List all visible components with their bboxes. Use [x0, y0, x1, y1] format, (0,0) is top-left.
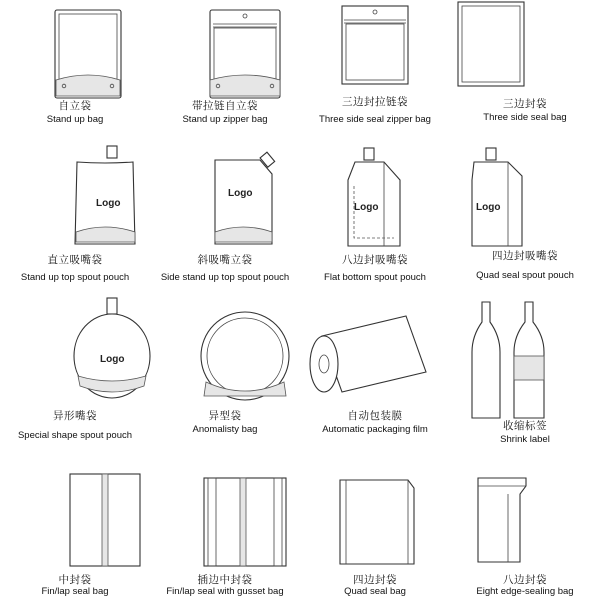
- en-label: Three side seal bag: [483, 112, 567, 123]
- en-label: Fin/lap seal with gusset bag: [166, 586, 284, 597]
- cn-label: 自动包装膜: [347, 410, 403, 422]
- cell-special-shape-spout-pouch: [0, 300, 150, 450]
- stand-up-top-spout-pouch-icon: [0, 150, 150, 258]
- anomalisty-bag-icon: [150, 300, 300, 408]
- eight-edge-sealing-bag-icon: [450, 450, 600, 558]
- cn-label: 四边封吸嘴袋: [492, 250, 558, 262]
- logo-text: Logo: [228, 188, 253, 199]
- cn-label: 八边封吸嘴袋: [342, 254, 408, 266]
- cn-label: 插边中封袋: [197, 574, 253, 586]
- cell-side-stand-up-spout-pouch: [150, 150, 300, 300]
- en-label: Stand up bag: [46, 114, 104, 125]
- cn-label: 带拉链自立袋: [192, 100, 258, 112]
- quad-seal-bag-icon: [300, 450, 450, 558]
- cell-flat-bottom-spout-pouch: [300, 150, 450, 300]
- stand-up-bag-icon: [0, 0, 150, 108]
- quad-seal-spout-pouch-icon: [450, 150, 600, 258]
- cell-automatic-packaging-film: [300, 300, 450, 450]
- cn-label: 三边封袋: [503, 98, 547, 110]
- en-label: Three side seal zipper bag: [319, 114, 431, 125]
- fin-lap-gusset-bag-icon: [150, 450, 300, 558]
- en-label: Stand up top spout pouch: [20, 272, 130, 283]
- cell-three-side-seal-bag: [450, 0, 600, 150]
- cell-shrink-label: [450, 300, 600, 450]
- special-shape-spout-pouch-icon: [0, 300, 150, 408]
- logo-text: Logo: [354, 202, 379, 213]
- cell-stand-up-zipper-bag: [150, 0, 300, 150]
- logo-text: Logo: [96, 198, 121, 209]
- cn-label: 斜吸嘴立袋: [197, 254, 253, 266]
- en-label: Automatic packaging film: [322, 424, 428, 435]
- stand-up-zipper-bag-icon: [150, 0, 300, 108]
- side-stand-up-spout-pouch-icon: [150, 150, 300, 258]
- cn-label: 直立吸嘴袋: [47, 254, 103, 266]
- cell-three-side-seal-zipper-bag: [300, 0, 450, 150]
- en-label: Fin/lap seal bag: [41, 586, 109, 597]
- cn-label: 自立袋: [58, 100, 92, 112]
- cell-quad-seal-spout-pouch: [450, 150, 600, 300]
- en-label: Special shape spout pouch: [17, 430, 133, 441]
- cell-fin-lap-seal-bag: [0, 450, 150, 600]
- cn-label: 异型袋: [208, 410, 242, 422]
- en-label: Quad seal spout pouch: [476, 270, 574, 281]
- en-label: Flat bottom spout pouch: [324, 272, 426, 283]
- en-label: Stand up zipper bag: [182, 114, 268, 125]
- flat-bottom-spout-pouch-icon: [300, 150, 450, 258]
- fin-lap-seal-bag-icon: [0, 450, 150, 558]
- logo-text: Logo: [476, 202, 501, 213]
- shrink-label-icon: [450, 300, 600, 408]
- en-label: Quad seal bag: [344, 586, 406, 597]
- cell-eight-edge-sealing-bag: [450, 450, 600, 600]
- cell-anomalisty-bag: [150, 300, 300, 450]
- cn-label: 收缩标签: [503, 420, 547, 432]
- en-label: Side stand up top spout pouch: [160, 272, 290, 283]
- three-side-seal-bag-icon: [450, 0, 600, 108]
- en-label: Eight edge-sealing bag: [476, 586, 574, 597]
- cn-label: 三边封拉链袋: [342, 96, 408, 108]
- en-label: Anomalisty bag: [192, 424, 258, 435]
- three-side-seal-zipper-bag-icon: [300, 0, 450, 108]
- cell-stand-up-top-spout-pouch: [0, 150, 150, 300]
- automatic-packaging-film-icon: [300, 300, 450, 408]
- en-label: Shrink label: [500, 434, 550, 445]
- cell-fin-lap-gusset-bag: [150, 450, 300, 600]
- cell-stand-up-bag: [0, 0, 150, 150]
- cn-label: 异形嘴袋: [53, 410, 97, 422]
- logo-text: Logo: [100, 354, 125, 365]
- cn-label: 四边封袋: [353, 574, 397, 586]
- cn-label: 八边封袋: [503, 574, 547, 586]
- cn-label: 中封袋: [58, 574, 92, 586]
- cell-quad-seal-bag: [300, 450, 450, 600]
